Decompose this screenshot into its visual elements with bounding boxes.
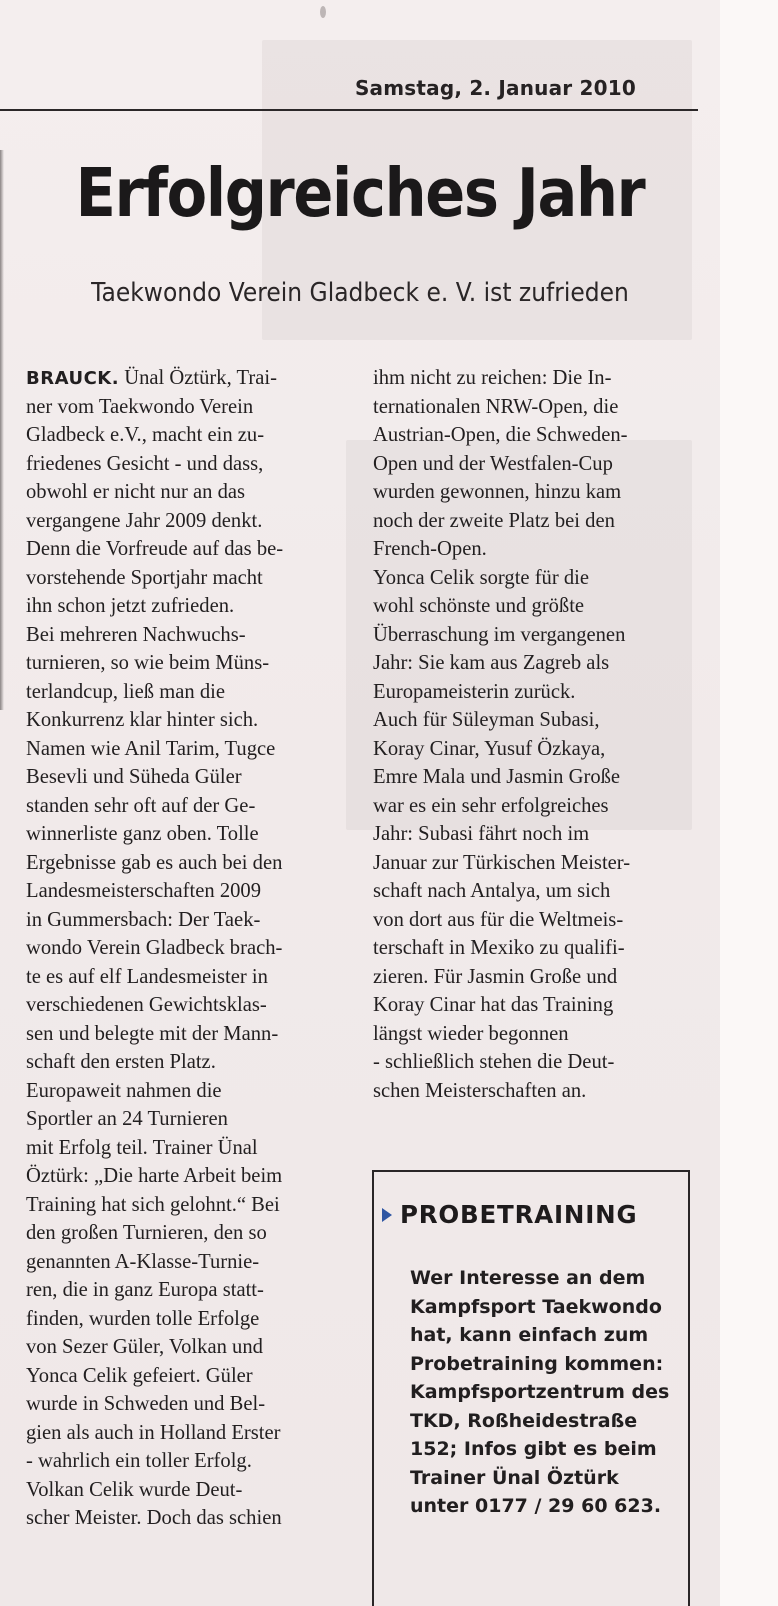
text-line: den großen Turnieren, den so bbox=[26, 1222, 267, 1244]
article-column-2 bbox=[373, 364, 703, 1105]
text-line: Training hat sich gelohnt.“ Bei bbox=[26, 1193, 280, 1216]
text-line bbox=[26, 364, 356, 393]
text-line: Kampfsport Taekwondo bbox=[410, 1295, 662, 1318]
text-line: turnieren, so wie beim Müns- bbox=[26, 652, 270, 674]
text-line: Jahr: Sie kam aus Zagreb als bbox=[373, 652, 610, 674]
text-line: Denn die Vorfreude auf das be- bbox=[26, 538, 284, 560]
text-line: - wahrlich ein toller Erfolg. bbox=[26, 1450, 252, 1472]
box-header bbox=[382, 1200, 637, 1229]
paper-speck bbox=[320, 6, 326, 18]
text-line: Sportler an 24 Turnieren bbox=[26, 1108, 228, 1130]
text-line: wurden gewonnen, hinzu kam bbox=[373, 481, 622, 503]
text-line: schen Meisterschaften an. bbox=[373, 1079, 587, 1102]
text-line: Koray Cinar, Yusuf Özkaya, bbox=[373, 737, 606, 760]
text-line: Ergebnisse gab es auch bei den bbox=[26, 851, 283, 874]
text-line: Open und der Westfalen-Cup bbox=[373, 452, 613, 475]
text-line: Europaweit nahmen die bbox=[26, 1079, 222, 1102]
text-line: ner vom Taekwondo Verein bbox=[26, 395, 254, 418]
text-line: terlandcup, ließ man die bbox=[26, 680, 225, 703]
text-line: verschiedenen Gewichtsklas- bbox=[26, 994, 267, 1016]
text-line: Probetraining kommen: bbox=[410, 1352, 664, 1375]
text-run: Ünal Öztürk, Trai- bbox=[119, 367, 277, 389]
text-line: Überraschung im vergangenen bbox=[373, 623, 626, 646]
text-line: ihm nicht zu reichen: Die In- bbox=[373, 367, 612, 389]
text-line: Kampfsportzentrum des bbox=[410, 1381, 670, 1403]
text-line: schaft den ersten Platz. bbox=[26, 1051, 216, 1073]
text-line: scher Meister. Doch das schien bbox=[26, 1507, 282, 1529]
text-line: sen und belegte mit der Mann- bbox=[26, 1022, 279, 1045]
text-line: Jahr: Subasi fährt noch im bbox=[373, 823, 590, 845]
box-title: PROBETRAINING bbox=[400, 1200, 638, 1229]
probetraining-box bbox=[372, 1170, 690, 1606]
text-line: wurde in Schweden und Bel- bbox=[26, 1393, 266, 1415]
text-line: standen sehr oft auf der Ge- bbox=[26, 794, 256, 817]
text-line: vorstehende Sportjahr macht bbox=[26, 566, 263, 589]
text-line: genannten A-Klasse-Turnie- bbox=[26, 1250, 260, 1273]
text-line: Yonca Celik gefeiert. Güler bbox=[26, 1364, 253, 1387]
text-line: längst wieder begonnen bbox=[373, 1022, 569, 1045]
text-line: Landesmeisterschaften 2009 bbox=[26, 880, 262, 902]
text-line: obwohl er nicht nur an das bbox=[26, 481, 246, 503]
text-line: Trainer Ünal Öztürk bbox=[410, 1466, 619, 1489]
text-line: Austrian-Open, die Schweden- bbox=[373, 424, 628, 446]
scan-shadow bbox=[0, 150, 4, 710]
text-line: - schließlich stehen die Deut- bbox=[373, 1051, 615, 1073]
text-line: von dort aus für die Weltmeis- bbox=[373, 908, 624, 931]
text-line: noch der zweite Platz bei den bbox=[373, 509, 615, 532]
text-line: Namen wie Anil Tarim, Tugce bbox=[26, 737, 276, 760]
text-line: Koray Cinar hat das Training bbox=[373, 994, 614, 1016]
text-line: ternationalen NRW-Open, die bbox=[373, 395, 619, 418]
text-line: ihn schon jetzt zufrieden. bbox=[26, 595, 235, 617]
text-line: Konkurrenz klar hinter sich. bbox=[26, 709, 259, 731]
text-line: hat, kann einfach zum bbox=[410, 1324, 649, 1346]
text-line: Europameisterin zurück. bbox=[373, 680, 576, 703]
text-line: Yonca Celik sorgte für die bbox=[373, 566, 590, 589]
article-column-1 bbox=[26, 364, 356, 1533]
dateline: BRAUCK. bbox=[26, 368, 120, 389]
header-rule bbox=[0, 109, 698, 111]
text-line: Auch für Süleyman Subasi, bbox=[373, 709, 600, 731]
text-line: vergangene Jahr 2009 denkt. bbox=[26, 509, 263, 532]
text-line: ren, die in ganz Europa statt- bbox=[26, 1279, 264, 1301]
text-line: in Gummersbach: Der Taek- bbox=[26, 908, 261, 931]
headline: Erfolgreiches Jahr bbox=[75, 154, 645, 232]
text-line: von Sezer Güler, Volkan und bbox=[26, 1336, 263, 1358]
text-line: French-Open. bbox=[373, 538, 487, 560]
triangle-arrow-icon bbox=[382, 1208, 392, 1222]
text-line: te es auf elf Landesmeister in bbox=[26, 965, 268, 988]
subheadline: Taekwondo Verein Gladbeck e. V. ist zufrieden bbox=[91, 278, 629, 308]
text-line: zieren. Für Jasmin Große und bbox=[373, 965, 618, 988]
publication-date: Samstag, 2. Januar 2010 bbox=[354, 76, 636, 100]
text-line: 152; Infos gibt es beim bbox=[410, 1438, 657, 1460]
text-line: friedenes Gesicht - und dass, bbox=[26, 452, 264, 475]
text-line: wohl schönste und größte bbox=[373, 595, 585, 617]
text-line: TKD, Roßheidestraße bbox=[410, 1409, 638, 1432]
text-line: finden, wurden tolle Erfolge bbox=[26, 1307, 260, 1330]
text-line: winnerliste ganz oben. Tolle bbox=[26, 823, 259, 845]
text-line: Wer Interesse an dem bbox=[410, 1267, 646, 1289]
text-line: Öztürk: „Die harte Arbeit beim bbox=[26, 1165, 283, 1187]
text-line: Emre Mala und Jasmin Große bbox=[373, 766, 621, 788]
text-line: mit Erfolg teil. Trainer Ünal bbox=[26, 1136, 258, 1159]
text-line: war es ein sehr erfolgreiches bbox=[373, 794, 609, 817]
text-line: Besevli und Süheda Güler bbox=[26, 766, 242, 788]
text-line: unter 0177 / 29 60 623. bbox=[410, 1495, 662, 1517]
text-line: Volkan Celik wurde Deut- bbox=[26, 1478, 243, 1501]
text-line: Bei mehreren Nachwuchs- bbox=[26, 623, 246, 646]
text-line: wondo Verein Gladbeck brach- bbox=[26, 937, 283, 959]
text-line: gien als auch in Holland Erster bbox=[26, 1421, 281, 1444]
text-line: terschaft in Mexiko zu qualifi- bbox=[373, 937, 625, 959]
text-line: Januar zur Türkischen Meister- bbox=[373, 851, 631, 874]
text-line: schaft nach Antalya, um sich bbox=[373, 880, 611, 902]
box-body bbox=[410, 1264, 686, 1521]
text-line: Gladbeck e.V., macht ein zu- bbox=[26, 424, 265, 446]
